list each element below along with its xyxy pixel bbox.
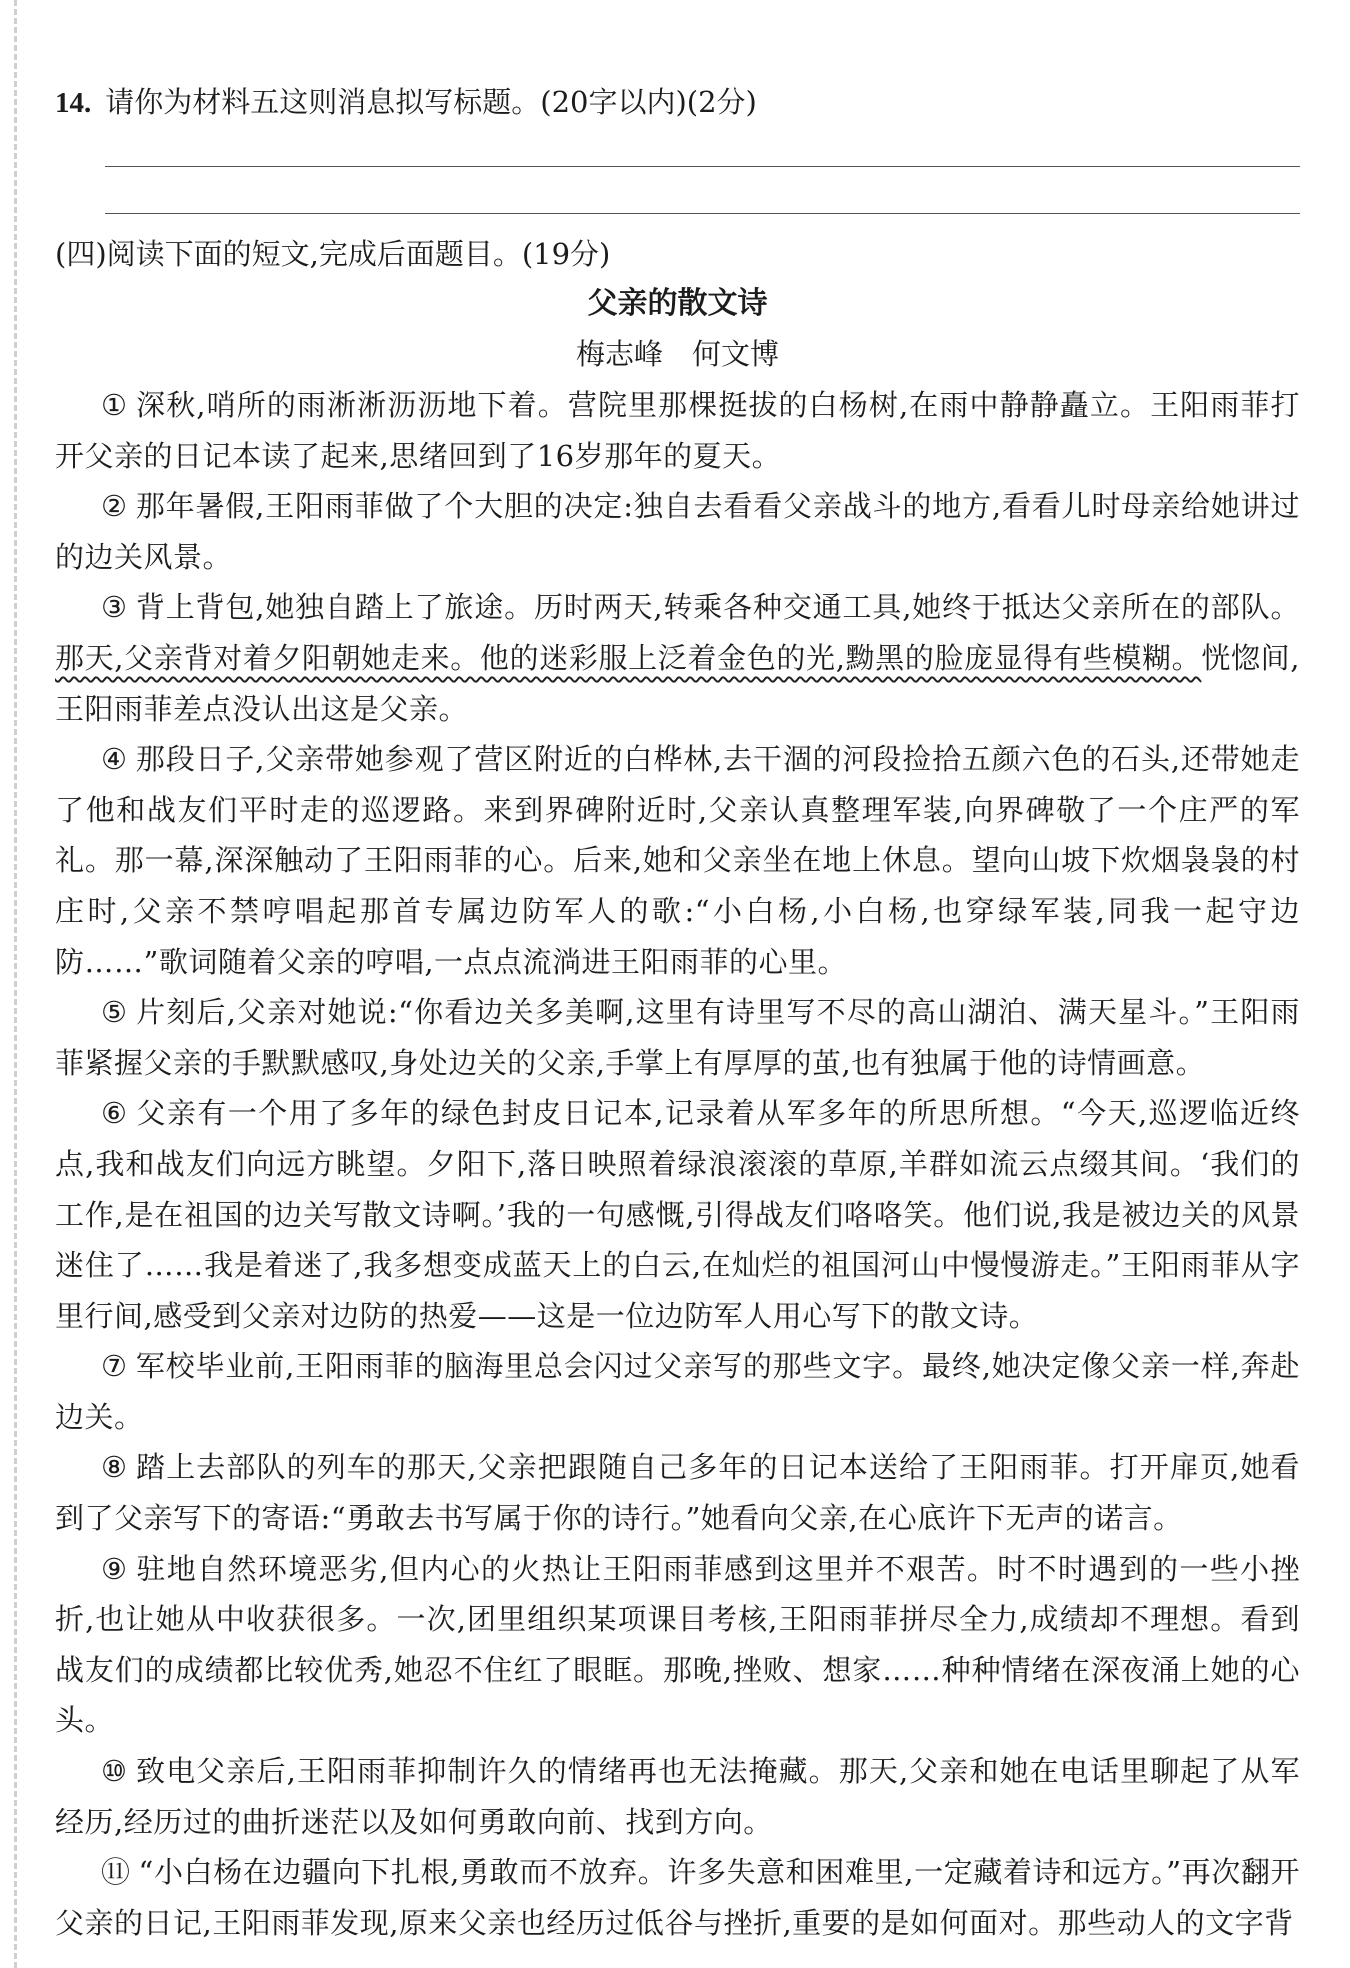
question-text: 请你为材料五这则消息拟写标题。(20字以内)(2分) xyxy=(105,85,757,119)
paragraph-text: 片刻后,父亲对她说:“你看边关多美啊,这里有诗里写不尽的高山湖泊、满天星斗。”王阳雨菲紧握父亲的手默默感叹,身处边关的父亲,手掌上有厚厚的茧,也有独属于他的诗情画意。 xyxy=(55,995,1300,1080)
paragraph-text: 致电父亲后,王阳雨菲抑制许久的情绪再也无法掩藏。那天,父亲和她在电话里聊起了从军经历,经历过的曲折迷茫以及如何勇敢向前、找到方向。 xyxy=(55,1754,1300,1839)
answer-line[interactable] xyxy=(105,166,1300,167)
paragraph xyxy=(55,1341,1300,1442)
answer-line[interactable] xyxy=(105,213,1300,214)
paragraph-number: ⑤ xyxy=(101,995,128,1030)
question-number: 14. xyxy=(55,87,92,119)
paragraph xyxy=(55,1088,1300,1341)
paragraph-number: ⑩ xyxy=(101,1754,128,1789)
paragraph-text: 父亲有一个用了多年的绿色封皮日记本,记录着从军多年的所思所想。“今天,巡逻临近终点,我和战友们向远方眺望。夕阳下,落日映照着绿浪滚滚的草原,羊群如流云点缀其间。‘我们的工作,是在祖国的边关写散文诗啊。’我的一句感慨,引得战友们咯咯笑。他们说,我是被边关的风景迷住了……我是着迷了,我多想变成蓝天上的白云,在灿烂的祖国河山中慢慢游走。”王阳雨菲从字里行间,感受到父亲对边防的热爱——这是一位边防军人用心写下的散文诗。 xyxy=(55,1096,1300,1333)
paragraph-number: ⑥ xyxy=(101,1096,128,1131)
paragraph xyxy=(55,481,1300,582)
paragraph-number: ⑦ xyxy=(101,1349,128,1384)
paragraph-number: ③ xyxy=(101,590,128,625)
paragraph-text: 深秋,哨所的雨淅淅沥沥地下着。营院里那棵挺拔的白杨树,在雨中静静矗立。王阳雨菲打开父亲的日记本读了起来,思绪回到了16岁那年的夏天。 xyxy=(55,388,1300,473)
paragraph-text: 那段日子,父亲带她参观了营区附近的白桦林,去干涸的河段捡拾五颜六色的石头,还带她走了他和战友们平时走的巡逻路。来到界碑附近时,父亲认真整理军装,向界碑敬了一个庄严的军礼。那一幕,深深触动了王阳雨菲的心。后来,她和父亲坐在地上休息。望向山坡下炊烟袅袅的村庄时,父亲不禁哼唱起那首专属边防军人的歌:“小白杨,小白杨,也穿绿军装,同我一起守边防……”歌词随着父亲的哼唱,一点点流淌进王阳雨菲的心里。 xyxy=(55,742,1300,979)
exam-page xyxy=(55,80,1300,1948)
paragraph-text: 恍惚间,王阳雨菲差点没认出这是父亲。 xyxy=(55,640,1300,726)
paragraph-text: 踏上去部队的列车的那天,父亲把跟随自己多年的日记本送给了王阳雨菲。打开扉页,她看到了父亲写下的寄语:“勇敢去书写属于你的诗行。”她看向父亲,在心底许下无声的诺言。 xyxy=(55,1450,1300,1536)
paragraph-text: 背上背包,她独自踏上了旅途。历时两天,转乘各种交通工具,她终于抵达父亲所在的部队。 xyxy=(135,590,1300,625)
paragraph-text: “小白杨在边疆向下扎根,勇敢而不放弃。许多失意和困难里,一定藏着诗和远方。”再次翻开父亲的日记,王阳雨菲发现,原来父亲也经历过低谷与挫折,重要的是如何面对。那些动人的文字背 xyxy=(55,1855,1300,1940)
question-14 xyxy=(55,80,1300,124)
paragraph xyxy=(55,1746,1300,1847)
paragraph-number: ⑪ xyxy=(101,1855,131,1890)
paragraph-number: ① xyxy=(101,388,128,422)
article-body xyxy=(55,380,1300,1948)
article-authors: 梅志峰 何文博 xyxy=(575,337,779,371)
paragraph xyxy=(55,380,1300,481)
binding-margin-dashed-line xyxy=(14,0,17,1968)
paragraph xyxy=(55,987,1300,1088)
paragraph-number: ⑨ xyxy=(101,1551,128,1586)
paragraph xyxy=(55,734,1300,987)
paragraph-number: ⑧ xyxy=(101,1450,128,1485)
paragraph-number: ② xyxy=(101,489,128,524)
paragraph xyxy=(55,1847,1300,1948)
paragraph xyxy=(55,582,1300,734)
paragraph xyxy=(55,1442,1300,1543)
paragraph-text: 驻地自然环境恶劣,但内心的火热让王阳雨菲感到这里并不艰苦。时不时遇到的一些小挫折,也让她从中收获很多。一次,团里组织某项课目考核,王阳雨菲拼尽全力,成绩却不理想。看到战友们的成绩都比较优秀,她忍不住红了眼眶。那晚,挫败、想家……种种情绪在深夜涌上她的心头。 xyxy=(55,1551,1300,1738)
paragraph-text: 军校毕业前,王阳雨菲的脑海里总会闪过父亲写的那些文字。最终,她决定像父亲一样,奔赴边关。 xyxy=(55,1349,1300,1434)
paragraph-text: 那年暑假,王阳雨菲做了个大胆的决定:独自去看看父亲战斗的地方,看看儿时母亲给她讲过的边关风景。 xyxy=(55,489,1300,574)
paragraph xyxy=(55,1544,1300,1746)
wavy-underlined-sentence: 那天,父亲背对着夕阳朝她走来。他的迷彩服上泛着金色的光,黝黑的脸庞显得有些模糊。 xyxy=(55,640,1202,675)
article-title: 父亲的散文诗 xyxy=(587,286,768,321)
section-heading: (四)阅读下面的短文,完成后面题目。(19分) xyxy=(55,237,611,271)
paragraph-number: ④ xyxy=(101,742,128,777)
